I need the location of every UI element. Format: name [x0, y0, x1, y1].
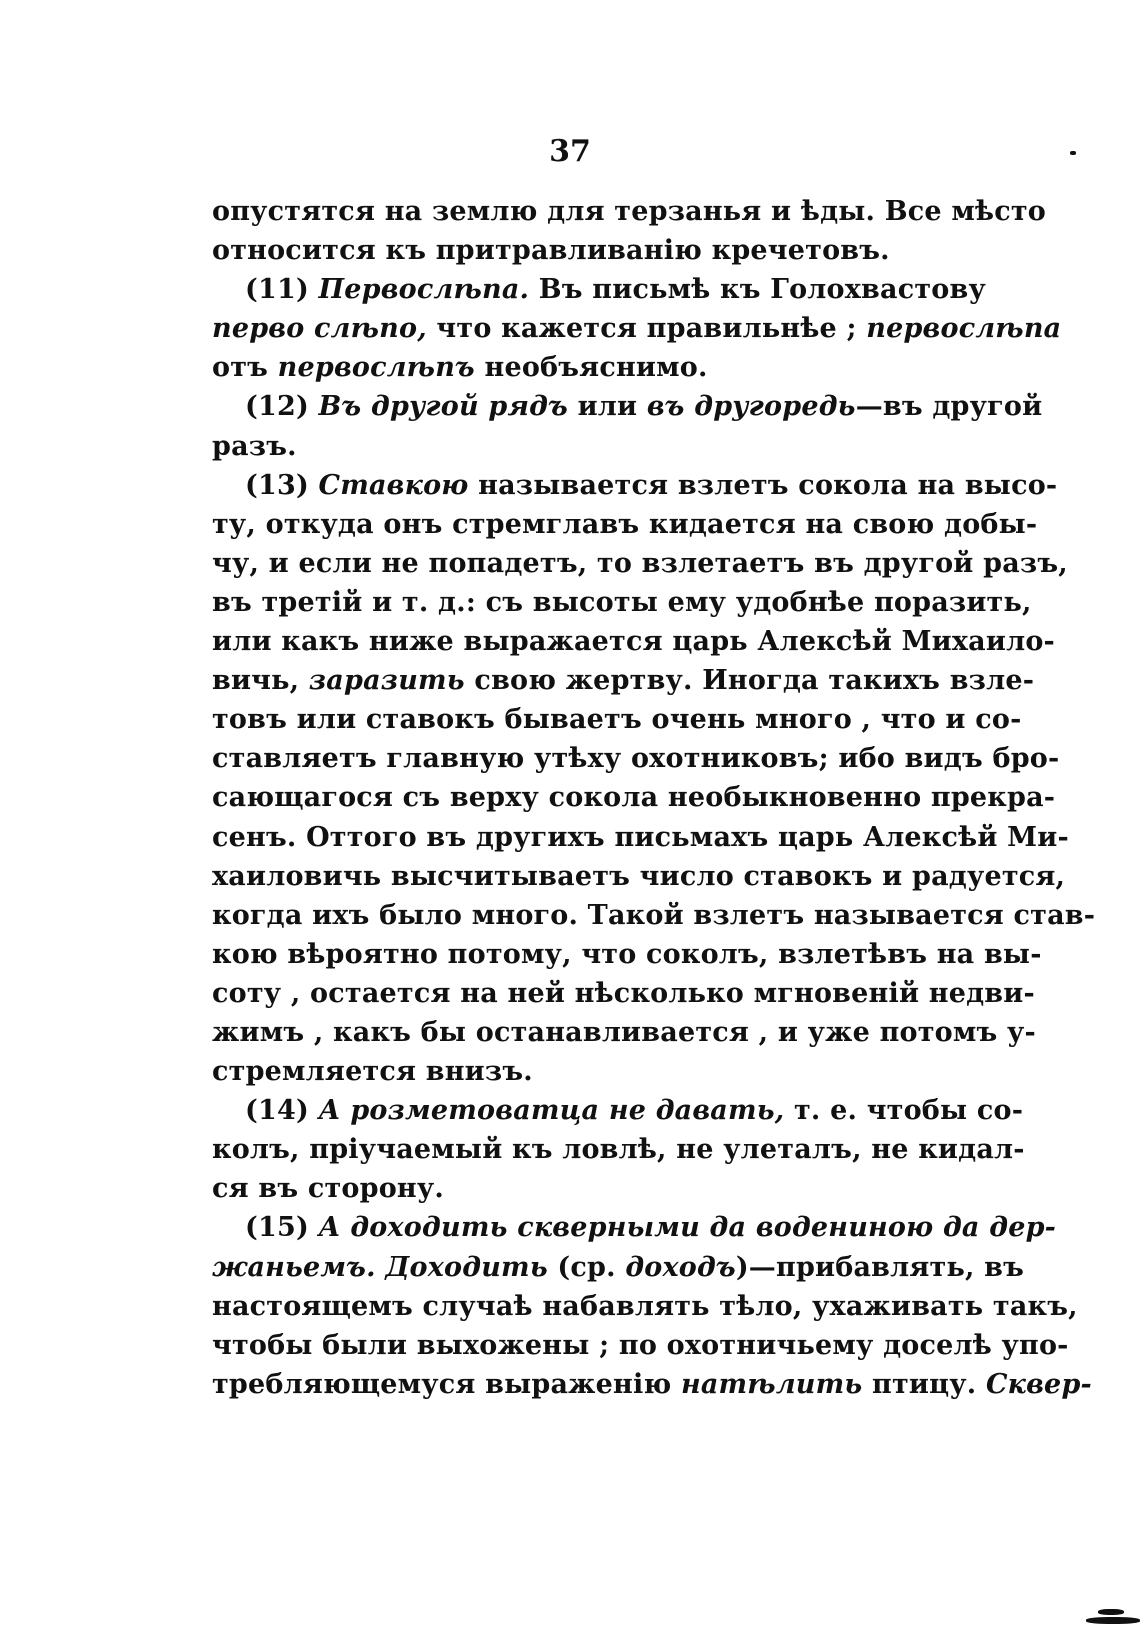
- text-segment: требляющемуся выраженію: [212, 1368, 681, 1400]
- text-line: [212, 348, 967, 387]
- text-line: [212, 1326, 1069, 1365]
- text-segment: т. е. чтобы со-: [784, 1095, 1024, 1127]
- scan-mark: [1098, 1609, 1124, 1615]
- scan-mark: [1070, 151, 1076, 155]
- text-line: [212, 622, 1055, 661]
- italic-term: Сквер-: [985, 1368, 1092, 1400]
- text-segment: (15): [245, 1212, 319, 1244]
- text-segment: (14): [245, 1095, 319, 1127]
- text-segment: когда ихъ было много. Такой взлетъ называется став-: [212, 899, 1096, 931]
- text-segment: сенъ. Оттого въ другихъ письмахъ царь Алексѣй Ми-: [212, 821, 1069, 853]
- text-segment: (12): [245, 391, 319, 423]
- text-segment: кою вѣроятно потому, что соколъ, взлетѣвъ на вы-: [212, 938, 1042, 970]
- italic-term: А розметоватца не давать,: [318, 1095, 785, 1127]
- text-segment: отъ: [212, 352, 278, 384]
- text-line: [212, 583, 1032, 622]
- italic-term: доходъ: [625, 1251, 736, 1283]
- text-line: [212, 857, 1066, 896]
- text-segment: (11): [245, 274, 319, 306]
- text-line: [212, 739, 1060, 778]
- text-line: [212, 1052, 967, 1091]
- text-line: [212, 387, 1043, 426]
- text-line: [212, 974, 1035, 1013]
- text-segment: (13): [245, 469, 319, 501]
- text-line: [212, 778, 1056, 817]
- italic-term: въ другоредь: [646, 391, 856, 423]
- text-line: [212, 309, 1062, 348]
- text-line: [212, 231, 967, 270]
- text-line: [212, 818, 1069, 857]
- text-segment: жимъ , какъ бы останавливается , и уже потомъ у-: [212, 1016, 1036, 1048]
- text-line: [212, 192, 1046, 231]
- text-segment: или: [567, 391, 647, 423]
- text-segment: ся въ сторону.: [212, 1173, 444, 1205]
- page-number: 37: [549, 134, 591, 169]
- text-segment: относится къ притравливанію кречетовъ.: [212, 235, 890, 267]
- text-segment: сающагося съ верху сокола необыкновенно прекра-: [212, 782, 1056, 814]
- italic-term: Ставкою: [318, 469, 469, 501]
- body-text: [212, 192, 1096, 1404]
- text-segment: чу, и если не попадетъ, то взлетаетъ въ другой разъ,: [212, 547, 1068, 579]
- text-segment: —въ другой: [855, 391, 1043, 423]
- scan-mark: [1086, 1617, 1140, 1624]
- text-line: [212, 935, 1042, 974]
- italic-term: Въ другой рядъ: [318, 391, 568, 423]
- text-line: [212, 1169, 967, 1208]
- text-line: [212, 1287, 1078, 1326]
- text-segment: соту , остается на ней нѣсколько мгновеній недви-: [212, 977, 1035, 1009]
- text-segment: разъ.: [212, 430, 297, 462]
- text-line: [212, 270, 986, 309]
- italic-term: заразить: [308, 665, 465, 697]
- italic-term: А доходить скверными да водениною да дер-: [318, 1212, 1057, 1244]
- text-segment: ту, откуда онъ стремглавъ кидается на свою добы-: [212, 508, 1038, 540]
- text-segment: или какъ ниже выражается царь Алексѣй Михаило-: [212, 626, 1055, 658]
- italic-term: натѣлить: [680, 1368, 863, 1400]
- text-segment: Въ письмѣ къ Голохвастову: [529, 274, 986, 306]
- text-line: [212, 466, 1058, 505]
- text-line: [212, 1248, 1025, 1287]
- text-segment: чтобы были выхожены ; по охотничьему доселѣ упо-: [212, 1329, 1069, 1361]
- text-segment: ставляетъ главную утѣху охотниковъ; ибо видъ бро-: [212, 743, 1060, 775]
- text-segment: въ третій и т. д.: съ высоты ему удобнѣе поразить,: [212, 586, 1032, 618]
- text-line: [212, 661, 1035, 700]
- text-line: [212, 896, 1096, 935]
- italic-term: Первослѣпа.: [318, 274, 530, 306]
- text-segment: что кажется правильнѣе ;: [426, 313, 867, 345]
- text-line: [212, 544, 1068, 583]
- text-line: [212, 427, 967, 466]
- text-line: [212, 1130, 1025, 1169]
- text-segment: )—прибавлять, въ: [735, 1251, 1025, 1283]
- italic-term: первослѣпа: [866, 313, 1062, 345]
- text-segment: вичь,: [212, 665, 309, 697]
- text-segment: (ср.: [547, 1251, 626, 1283]
- text-segment: необъяснимо.: [474, 352, 708, 384]
- text-segment: колъ, пріучаемый къ ловлѣ, не улеталъ, не кидал-: [212, 1134, 1025, 1166]
- text-segment: птицу.: [862, 1368, 986, 1400]
- text-line: [212, 1013, 1036, 1052]
- text-segment: называется взлетъ сокола на высо-: [468, 469, 1058, 501]
- text-segment: стремляется внизъ.: [212, 1056, 533, 1088]
- text-line: [212, 1091, 1024, 1130]
- italic-term: жаньемъ. Доходить: [212, 1251, 548, 1283]
- text-segment: хаиловичь высчитываетъ число ставокъ и радуется,: [212, 860, 1066, 892]
- text-line: [212, 700, 1022, 739]
- text-segment: товъ или ставокъ бываетъ очень много , что и со-: [212, 704, 1022, 736]
- italic-term: первослѣпъ: [277, 352, 475, 384]
- text-segment: настоящемъ случаѣ набавлять тѣло, ухаживать такъ,: [212, 1290, 1078, 1322]
- text-line: [212, 1208, 1057, 1247]
- italic-term: перво слѣпо,: [212, 313, 427, 345]
- text-segment: свою жертву. Иногда такихъ взле-: [464, 665, 1035, 697]
- text-line: [212, 1365, 1092, 1404]
- text-segment: опустятся на землю для терзанья и ѣды. Все мѣсто: [212, 196, 1046, 227]
- text-line: [212, 505, 1038, 544]
